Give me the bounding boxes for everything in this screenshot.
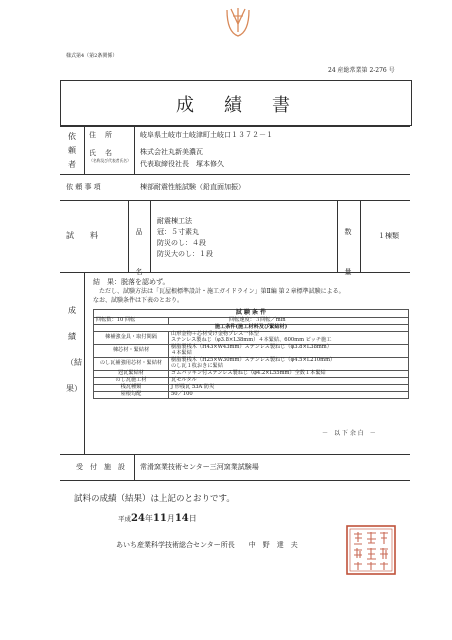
client-representative: 代表取締役社長 塚本修久 xyxy=(140,160,224,168)
issue-date: 平成24年11月14日 xyxy=(118,513,197,524)
statement-text: 試料の成績（結果）は上記のとおりです。 xyxy=(74,494,235,504)
sample-label: 試 料 xyxy=(66,231,98,240)
condition-value: J 形桟瓦 53A 防災 xyxy=(169,384,409,391)
document-number: 24 産総常業第 2-276 号 xyxy=(328,67,395,74)
sample-name-line: 冠：５寸素丸 xyxy=(157,228,199,236)
condition-label: 棟補強金具・取付間隔 xyxy=(94,331,169,344)
conditions-header: 試 験 条 件 xyxy=(94,310,409,318)
client-address: 岐阜県土岐市土岐津町土岐口１３７２－１ xyxy=(140,131,273,139)
test-conditions-table xyxy=(93,309,409,399)
result-note: なお、試験条件は下表のとおり。 xyxy=(93,297,184,304)
condition-label: 桟瓦種類 xyxy=(94,384,169,391)
results-side-label: 成 績 （結 果） xyxy=(66,306,90,393)
center-logo-icon xyxy=(224,6,252,38)
request-value: 棟部耐震性能試験（鉛直面加振） xyxy=(140,183,245,191)
construction-header: 施工条件(施工材料及び緊結材) xyxy=(94,324,409,331)
address-label: 住 所 xyxy=(89,131,113,139)
condition-label: 屋根勾配 xyxy=(94,391,169,398)
facility-label: 受 付 施 設 xyxy=(76,463,125,471)
quantity-value: １棟類 xyxy=(378,232,399,240)
facility-value: 常滑窯業技術センター三河窯業試験場 xyxy=(140,463,259,471)
sample-name-line: 防災大のし：１段 xyxy=(157,250,213,258)
form-label: 様式第4（第2条関係） xyxy=(66,53,118,59)
condition-value: 樹脂製桟木（H25×W30mm）ステンレス製ねじ（φ4.5×L210mm） のし瓦１枚おきに緊結 xyxy=(169,357,409,370)
excitation-speed: 回転速度：３回転／min xyxy=(169,317,409,324)
result-method: ただし、試験方法は「瓦屋根標準設計・施工ガイドライン」第Ⅱ編 第２章標準試験による。 xyxy=(99,288,345,295)
result-summary: 結 果：脱落を認めず。 xyxy=(93,278,170,286)
condition-value: 樹脂製桟木（H43×W43mm）ステンレス製ねじ（φ3.8×L38mm） ４本緊結 xyxy=(169,344,409,357)
name-label: 氏 名 xyxy=(89,149,113,157)
sample-name-list xyxy=(157,216,213,260)
request-label: 依 頼 事 項 xyxy=(66,183,101,191)
sample-name-line: 防災のし：４段 xyxy=(157,239,206,247)
client-company: 株式会社丸新美濃瓦 xyxy=(140,148,203,156)
excitation-count: 回転数：10 回転 xyxy=(94,317,169,324)
condition-label: 棟芯材・緊結材 xyxy=(94,344,169,357)
condition-label: のし瓦施工材 xyxy=(94,377,169,384)
sample-name-line: 耐震棟工法 xyxy=(157,217,192,225)
condition-value: 50／100 xyxy=(169,391,409,398)
condition-label: のし瓦補強用芯材・緊結材 xyxy=(94,357,169,370)
official-seal-icon xyxy=(345,524,397,576)
end-note: － 以 下 余 白 － xyxy=(322,430,376,437)
issuer-name: あいち産業科学技術総合センター所長 中 野 達 夫 xyxy=(116,541,298,549)
quantity-label: 数 量 xyxy=(344,228,359,276)
condition-value: ゴムパッキン付ステンレス製ねじ（φ4.2×L55mm）全数１本緊結 xyxy=(169,370,409,377)
condition-value: 瓦モルタル xyxy=(169,377,409,384)
condition-label: 冠瓦緊結材 xyxy=(94,370,169,377)
client-section-label: 依頼者 xyxy=(68,132,76,169)
condition-value: 山形金物＋芯材受け金物プレス一体型 ステンレス製ねじ（φ3.8×L38mm）４本緊結、600mm ピッチ施工 xyxy=(169,331,409,344)
name-note: （名称及び代表者氏名） xyxy=(89,158,131,163)
sample-name-label: 品 名 xyxy=(135,228,157,276)
page-title: 成 績 書 xyxy=(176,95,296,116)
